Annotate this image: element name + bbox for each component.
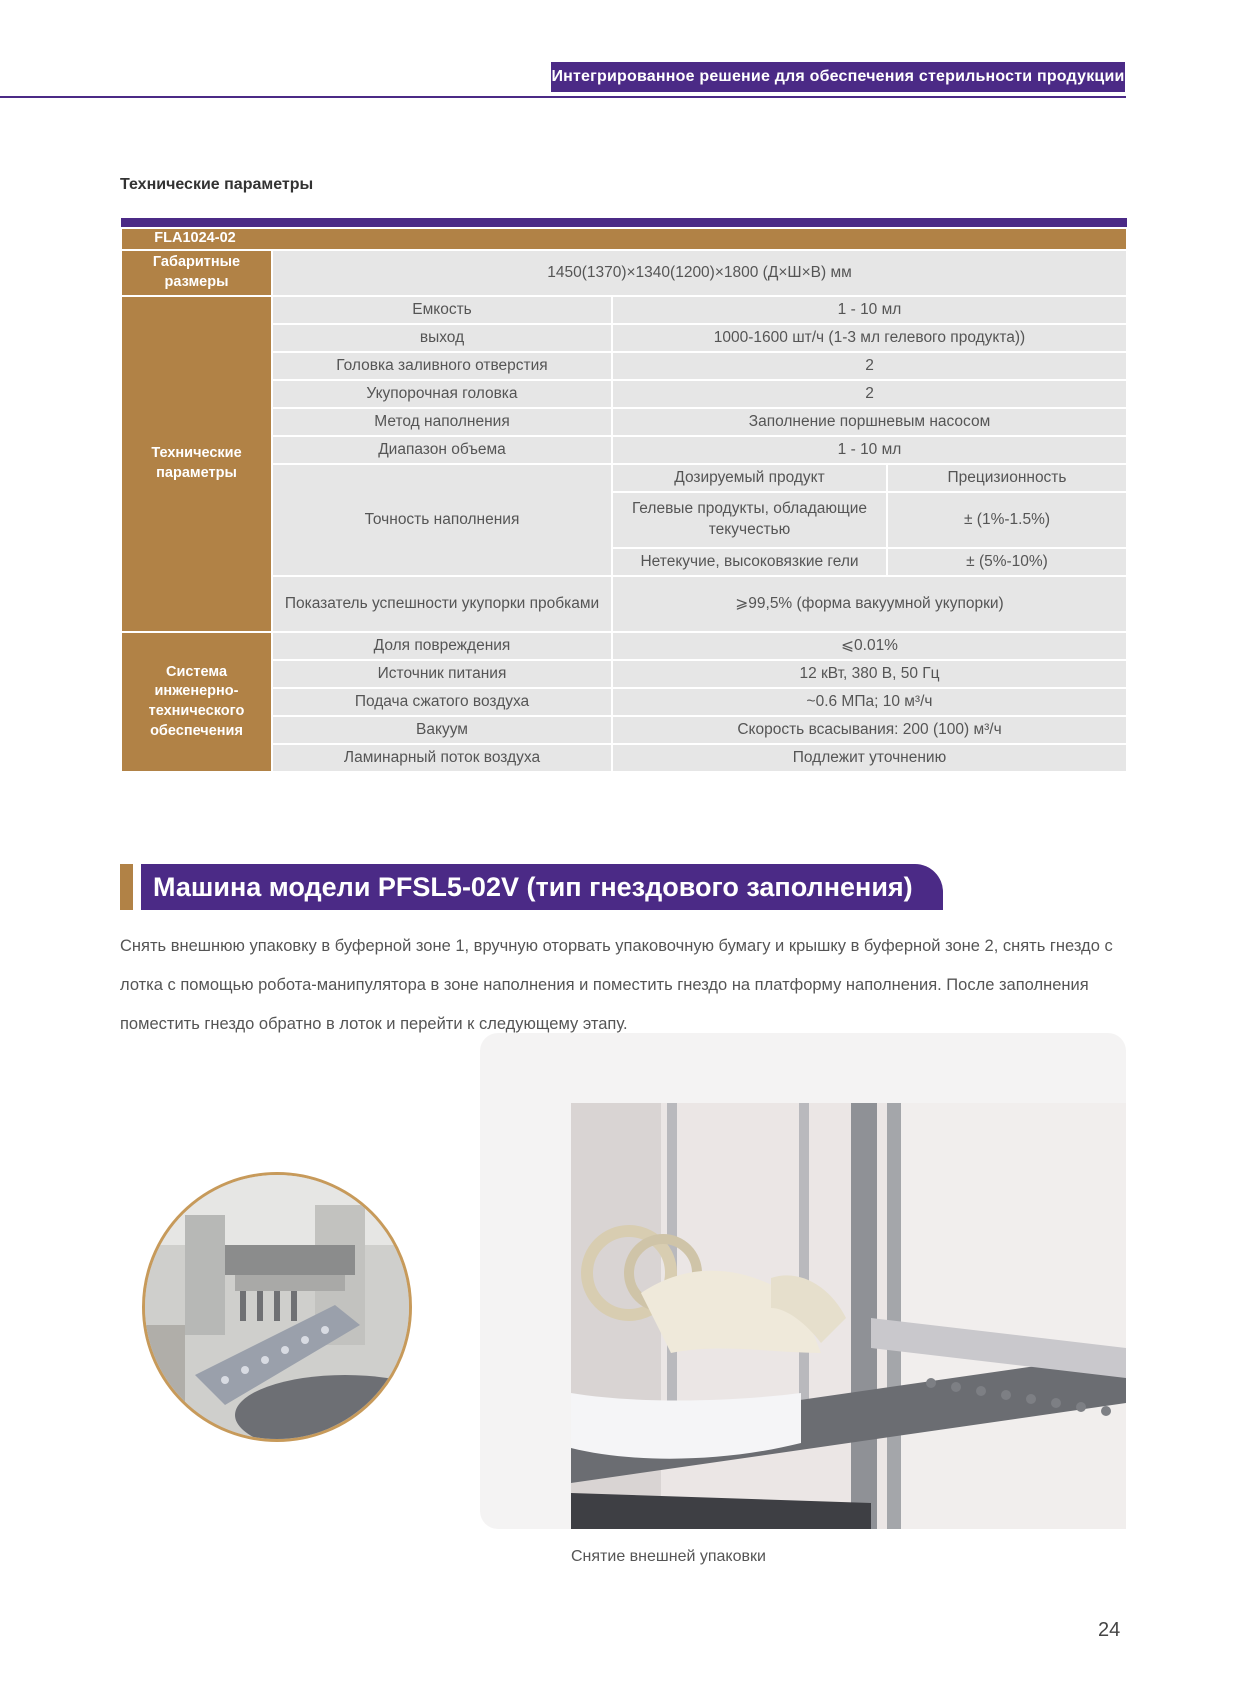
row-label: Подача сжатого воздуха xyxy=(272,688,612,716)
row-value: 2 xyxy=(612,380,1127,408)
table-row xyxy=(121,296,1127,324)
group-eng-label: Система инженерно-технического обеспечения xyxy=(121,632,272,772)
table-row xyxy=(121,632,1127,660)
table-row xyxy=(121,324,1127,352)
dimensions-label: Габаритные размеры xyxy=(121,250,272,296)
table-top-bar xyxy=(121,218,1127,228)
header-tagline: Интегрированное решение для обеспечения стерильности продукции xyxy=(551,62,1125,92)
header-divider xyxy=(0,96,1126,98)
dimensions-value: 1450(1370)×1340(1200)×1800 (Д×Ш×В) мм xyxy=(272,250,1127,296)
row-label: Укупорочная головка xyxy=(272,380,612,408)
filling-machine-photo-illustration xyxy=(145,1175,409,1439)
section2-accent-bar xyxy=(120,864,133,910)
row-value: 12 кВт, 380 В, 50 Гц xyxy=(612,660,1127,688)
table-row xyxy=(121,716,1127,744)
accuracy-precision: ± (1%-1.5%) xyxy=(887,492,1127,548)
row-value: Подлежит уточнению xyxy=(612,744,1127,772)
row-value: 1 - 10 мл xyxy=(612,436,1127,464)
table-row xyxy=(121,576,1127,632)
accuracy-header-precision: Прецизионность xyxy=(887,464,1127,492)
table-row xyxy=(121,352,1127,380)
group-tech-label: Технические параметры xyxy=(121,296,272,632)
section-title-tech: Технические параметры xyxy=(120,176,314,193)
accuracy-product: Гелевые продукты, обладающие текучестью xyxy=(612,492,887,548)
stopper-label: Показатель успешности укупорки пробками xyxy=(272,576,612,632)
accuracy-product: Нетекучие, высоковязкие гели xyxy=(612,548,887,576)
accuracy-label: Точность наполнения xyxy=(272,464,612,576)
section2-description: Снять внешнюю упаковку в буферной зоне 1, вручную оторвать упаковочную бумагу и крышку в буферной зоне 2, снять гнездо с лотка с помощью робота-манипулятора в зоне наполнения и поместить гнездо на платформу наполнения. После заполнения поместить гнездо обратно в лоток и перейти к следующему этапу. xyxy=(120,937,1113,1033)
table-row xyxy=(121,688,1127,716)
row-value: Скорость всасывания: 200 (100) м³/ч xyxy=(612,716,1127,744)
table-row xyxy=(121,250,1127,296)
row-value: 1 - 10 мл xyxy=(612,296,1127,324)
model-code: FLA1024-02 xyxy=(154,230,236,247)
table-row xyxy=(121,408,1127,436)
row-label: Емкость xyxy=(272,296,612,324)
row-value: ~0.6 МПа; 10 м³/ч xyxy=(612,688,1127,716)
table-model-row xyxy=(121,228,1127,250)
glovebox-photo xyxy=(571,1103,1126,1529)
filling-machine-photo xyxy=(142,1172,412,1442)
table-row xyxy=(121,436,1127,464)
table-row xyxy=(121,380,1127,408)
accuracy-precision: ± (5%-10%) xyxy=(887,548,1127,576)
row-value: Заполнение поршневым насосом xyxy=(612,408,1127,436)
row-label: Метод наполнения xyxy=(272,408,612,436)
table-row xyxy=(121,744,1127,772)
row-value: ⩽0.01% xyxy=(612,632,1127,660)
section2-title: Машина модели PFSL5-02V (тип гнездового заполнения) xyxy=(141,864,943,910)
page-number: 24 xyxy=(1098,1619,1121,1641)
stopper-value: ⩾99,5% (форма вакуумной укупорки) xyxy=(612,576,1127,632)
row-value: 2 xyxy=(612,352,1127,380)
row-label: Доля повреждения xyxy=(272,632,612,660)
glovebox-photo-illustration xyxy=(571,1103,1126,1529)
table-row xyxy=(121,660,1127,688)
row-label: выход xyxy=(272,324,612,352)
table-row xyxy=(121,464,1127,492)
row-label: Вакуум xyxy=(272,716,612,744)
row-value: 1000-1600 шт/ч (1-3 мл гелевого продукта)) xyxy=(612,324,1127,352)
row-label: Источник питания xyxy=(272,660,612,688)
row-label: Ламинарный поток воздуха xyxy=(272,744,612,772)
photo-caption: Снятие внешней упаковки xyxy=(571,1548,766,1565)
row-label: Головка заливного отверстия xyxy=(272,352,612,380)
row-label: Диапазон объема xyxy=(272,436,612,464)
spec-table xyxy=(120,218,1128,773)
accuracy-header-product: Дозируемый продукт xyxy=(612,464,887,492)
